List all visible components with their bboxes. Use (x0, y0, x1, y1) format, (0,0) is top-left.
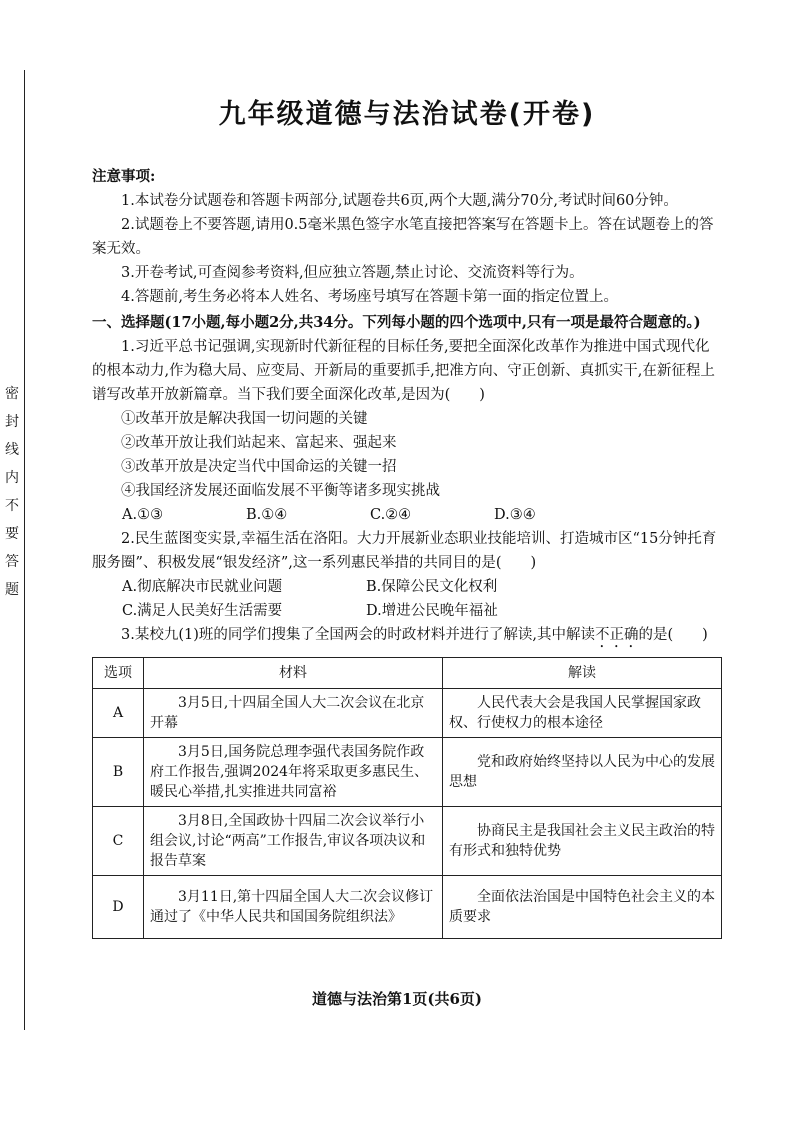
notice-item: 3.开卷考试,可查阅参考资料,但应独立答题,禁止讨论、交流资料等行为。 (121, 265, 584, 281)
option-a: A.①③ (122, 507, 164, 523)
question-3-table (92, 657, 722, 939)
option-d: D.增进公民晚年福祉 (366, 603, 498, 619)
cell-option: D (93, 876, 144, 939)
section-heading: 一、选择题(17小题,每小题2分,共34分。下列每小题的四个选项中,只有一项是最符合题意的。) (92, 314, 701, 331)
binding-notice (2, 380, 22, 604)
cell-interpretation: 协商民主是我国社会主义民主政治的特有形式和独特优势 (443, 807, 722, 876)
binding-char: 答 (5, 554, 19, 570)
cell-option: B (93, 738, 144, 807)
question-2-options-row-2 (92, 599, 722, 623)
cell-material: 3月8日,全国政协十四届二次会议举行小组会议,讨论“两高”工作报告,审议各项决议和报告草案 (144, 807, 443, 876)
column-header-material: 材料 (144, 658, 443, 689)
binding-line (24, 70, 25, 1030)
table-header-row (93, 658, 722, 689)
question-3-stem (92, 623, 722, 651)
cell-interpretation: 党和政府始终坚持以人民为中心的发展思想 (443, 738, 722, 807)
page-footer: 道德与法治第1页(共6页) (311, 990, 483, 1008)
question-1-stem: 1.习近平总书记强调,实现新时代新征程的目标任务,要把全面深化改革作为推进中国式现代化的根本动力,作为稳大局、应变局、开新局的重要抓手,把准方向、守正创新、真抓实干,在新征程上谱写改革开放新篇章。当下我们要全面深化改革,是因为( ) (92, 339, 715, 403)
option-b: B.保障公民文化权利 (366, 579, 498, 595)
question-3-stem-text: 3.某校九(1)班的同学们搜集了全国两会的时政材料并进行了解读,其中解读 (121, 627, 595, 643)
exam-page (92, 92, 722, 939)
column-header-option: 选项 (93, 658, 144, 689)
question-2-stem: 2.民生蓝图变实景,幸福生活在洛阳。大力开展新业态职业技能培训、打造城市区“15分钟托育服务圈”、积极发展“银发经济”,这一系列惠民举措的共同目的是( ) (92, 531, 717, 571)
option-c: C.②④ (370, 507, 412, 523)
question-1-options (92, 503, 722, 527)
cell-material: 3月5日,十四届全国人大二次会议在北京开幕 (144, 689, 443, 738)
table-row (93, 689, 722, 738)
question-1-statement: ③改革开放是决定当代中国命运的关键一招 (121, 459, 397, 475)
binding-char: 封 (5, 414, 19, 430)
question-1-statement: ①改革开放是解决我国一切问题的关键 (121, 411, 368, 427)
question-1-statement: ②改革开放让我们站起来、富起来、强起来 (121, 435, 397, 451)
table-row (93, 738, 722, 807)
question-2-options-row-1 (92, 575, 722, 599)
option-a: A.彻底解决市民就业问题 (122, 579, 283, 595)
notice-heading: 注意事项: (92, 168, 156, 185)
binding-char: 密 (5, 386, 19, 402)
table-row (93, 807, 722, 876)
question-3-stem-tail: 的是( ) (638, 627, 708, 643)
page-title: 九年级道德与法治试卷(开卷) (218, 99, 596, 130)
table-row (93, 876, 722, 939)
question-3-emphasis: 不正确 (594, 627, 639, 643)
binding-char: 要 (5, 526, 19, 542)
binding-char: 内 (5, 470, 19, 486)
cell-material: 3月5日,国务院总理李强代表国务院作政府工作报告,强调2024年将采取更多惠民生、暖民心举措,扎实推进共同富裕 (144, 738, 443, 807)
cell-interpretation: 全面依法治国是中国特色社会主义的本质要求 (443, 876, 722, 939)
notice-item: 4.答题前,考生务必将本人姓名、考场座号填写在答题卡第一面的指定位置上。 (121, 289, 618, 305)
cell-option: C (93, 807, 144, 876)
binding-char: 不 (5, 498, 19, 514)
option-d: D.③④ (494, 507, 536, 523)
cell-interpretation: 人民代表大会是我国人民掌握国家政权、行使权力的根本途径 (443, 689, 722, 738)
binding-char: 线 (5, 442, 19, 458)
option-c: C.满足人民美好生活需要 (122, 603, 283, 619)
cell-material: 3月11日,第十四届全国人大二次会议修订通过了《中华人民共和国国务院组织法》 (144, 876, 443, 939)
question-1-statement: ④我国经济发展还面临发展不平衡等诸多现实挑战 (121, 483, 440, 499)
cell-option: A (93, 689, 144, 738)
column-header-interpretation: 解读 (443, 658, 722, 689)
binding-char: 题 (5, 582, 19, 598)
option-b: B.①④ (246, 507, 288, 523)
notice-item: 2.试题卷上不要答题,请用0.5毫米黑色签字水笔直接把答案写在答题卡上。答在试题卷上的答案无效。 (92, 217, 714, 257)
notice-item: 1.本试卷分试题卷和答题卡两部分,试题卷共6页,两个大题,满分70分,考试时间60分钟。 (121, 193, 678, 209)
